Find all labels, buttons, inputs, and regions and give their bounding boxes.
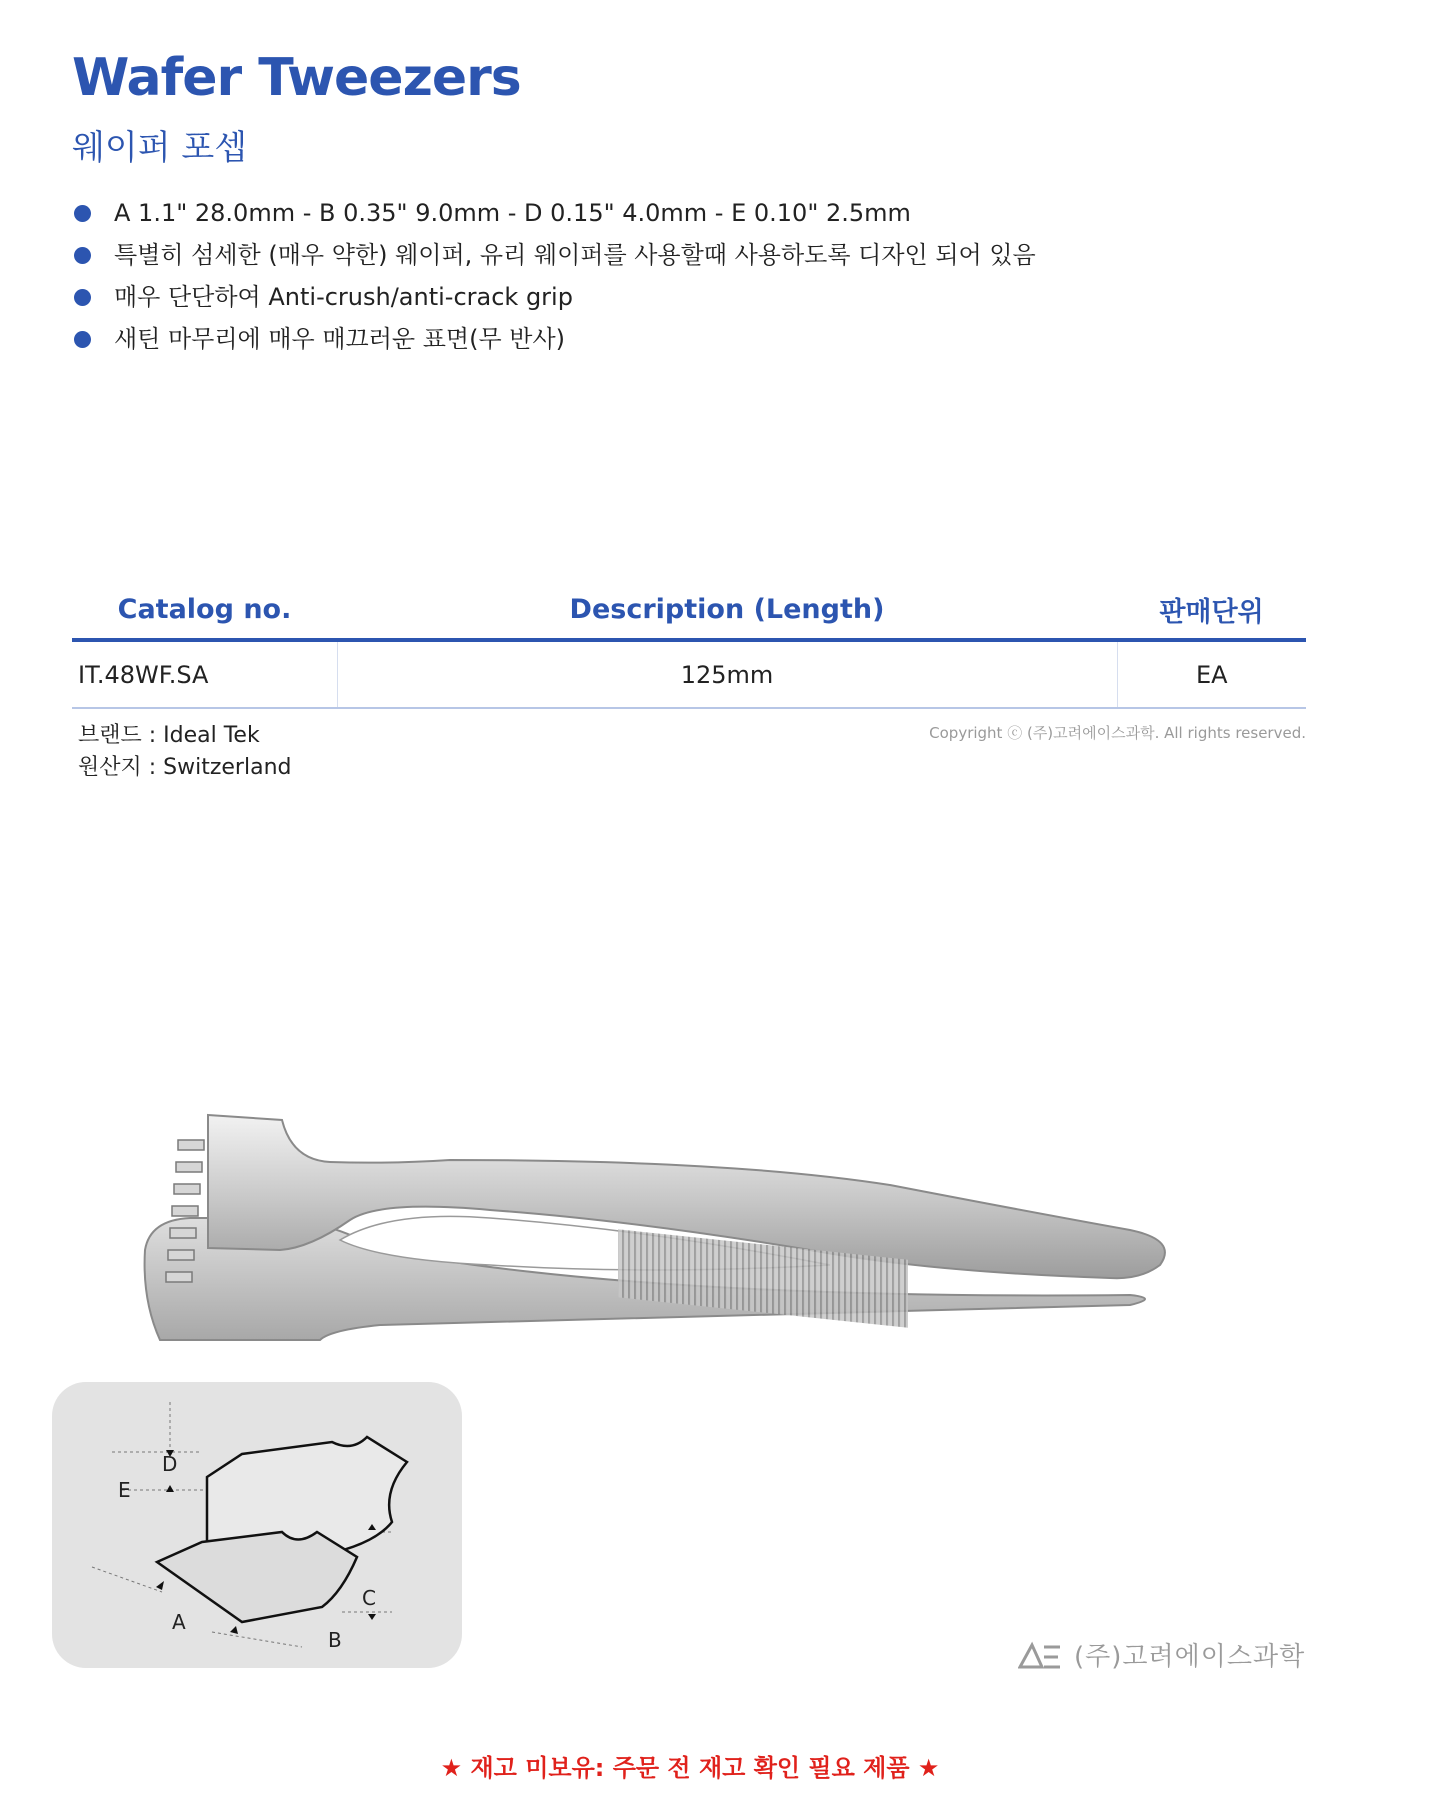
table-row (72, 640, 1306, 708)
bullet-icon (74, 205, 91, 222)
bullet-icon (74, 331, 91, 348)
diagram-label-a: A (172, 1610, 186, 1634)
feature-item (72, 192, 1036, 234)
feature-item (72, 318, 1036, 360)
feature-item (72, 276, 1036, 318)
logo-text: (주)고려에이스과학 (1074, 1642, 1306, 1672)
table-header-row (72, 580, 1306, 640)
header-catalog-no: Catalog no. (72, 580, 337, 640)
feature-text: 새틴 마무리에 매우 매끄러운 표면(무 반사) (114, 325, 565, 353)
copyright-text: Copyright ⓒ (주)고려에이스과학. All rights reserved. (929, 724, 1306, 742)
origin-text: 원산지 : Switzerland (78, 755, 292, 780)
feature-item (72, 234, 1036, 276)
stock-notice: ★ 재고 미보유: 주문 전 재고 확인 필요 제품 ★ (440, 1754, 940, 1782)
header-description: Description (Length) (337, 580, 1117, 640)
diagram-label-c: C (362, 1586, 376, 1610)
page-subtitle: 웨이퍼 포셉 (72, 128, 248, 168)
feature-list (72, 192, 1036, 360)
page-title: Wafer Tweezers (72, 48, 521, 108)
bullet-icon (74, 247, 91, 264)
header-sales-unit: 판매단위 (1117, 580, 1306, 640)
diagram-label-e: E (118, 1478, 131, 1502)
diagram-label-d: D (162, 1452, 178, 1476)
company-logo (1018, 1636, 1305, 1673)
feature-text: 매우 단단하여 Anti-crush/anti-crack grip (114, 283, 573, 311)
feature-text: A 1.1" 28.0mm - B 0.35" 9.0mm - D 0.15" 4.0mm - E 0.10" 2.5mm (114, 199, 911, 227)
dimension-diagram (52, 1382, 462, 1668)
bullet-icon (74, 289, 91, 306)
cell-sales-unit: EA (1117, 640, 1306, 708)
brand-text: 브랜드 : Ideal Tek (78, 723, 260, 748)
tweezers-photo (130, 1100, 1280, 1400)
diagram-label-b: B (328, 1628, 342, 1652)
cell-description: 125mm (337, 640, 1117, 708)
dimension-drawing (52, 1382, 462, 1668)
feature-text: 특별히 섬세한 (매우 약한) 웨이퍼, 유리 웨이퍼를 사용할때 사용하도록 디자인 되어 있음 (114, 241, 1036, 269)
product-meta (78, 720, 291, 784)
spec-table (72, 580, 1306, 709)
ace-logo-icon (1018, 1641, 1064, 1669)
cell-catalog-no: IT.48WF.SA (72, 640, 337, 708)
